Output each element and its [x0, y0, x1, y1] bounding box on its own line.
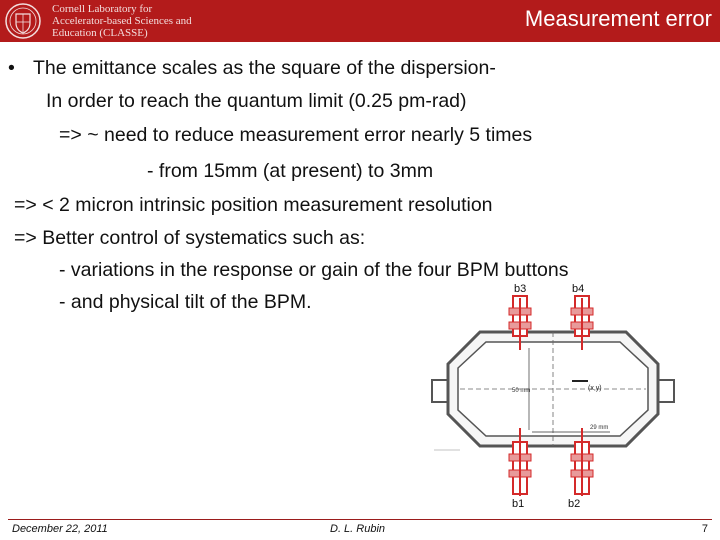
footer-page-number: 7	[701, 523, 708, 535]
body-line: - variations in the response or gain of the four BPM buttons	[59, 259, 569, 281]
footer-divider	[8, 519, 712, 520]
logo-line: Education (CLASSE)	[52, 27, 148, 39]
bullet-marker: •	[8, 57, 15, 79]
logo-line: Accelerator-based Sciences and	[52, 15, 192, 27]
body-line: => < 2 micron intrinsic position measurement resolution	[14, 194, 493, 216]
bpm-cross-section-diagram	[430, 278, 680, 514]
body-line: The emittance scales as the square of the dispersion-	[33, 57, 496, 79]
logo-line: Cornell Laboratory for	[52, 3, 153, 15]
label-b2: b2	[568, 498, 581, 510]
dimension-label-29: 29 mm	[590, 425, 609, 431]
xy-label: (x,y)	[588, 385, 602, 392]
footer-author: D. L. Rubin	[330, 523, 386, 535]
label-b1: b1	[512, 498, 525, 510]
right-flange	[658, 380, 674, 402]
cornell-seal-icon	[4, 2, 42, 40]
slide-title: Measurement error	[524, 6, 712, 31]
body-line: => Better control of systematics such as:	[14, 227, 366, 249]
body-line: - and physical tilt of the BPM.	[59, 291, 312, 313]
left-flange	[432, 380, 448, 402]
body-line: In order to reach the quantum limit (0.25 pm-rad)	[46, 90, 467, 112]
dimension-label-50: 50 mm	[512, 388, 531, 394]
logo-text	[52, 3, 192, 39]
label-b3: b3	[514, 283, 527, 295]
footer-date: December 22, 2011	[12, 523, 108, 535]
body-line: - from 15mm (at present) to 3mm	[147, 160, 434, 182]
label-b4: b4	[572, 283, 585, 295]
header-bar	[0, 0, 720, 42]
body-line: => ~ need to reduce measurement error nearly 5 times	[59, 124, 533, 146]
